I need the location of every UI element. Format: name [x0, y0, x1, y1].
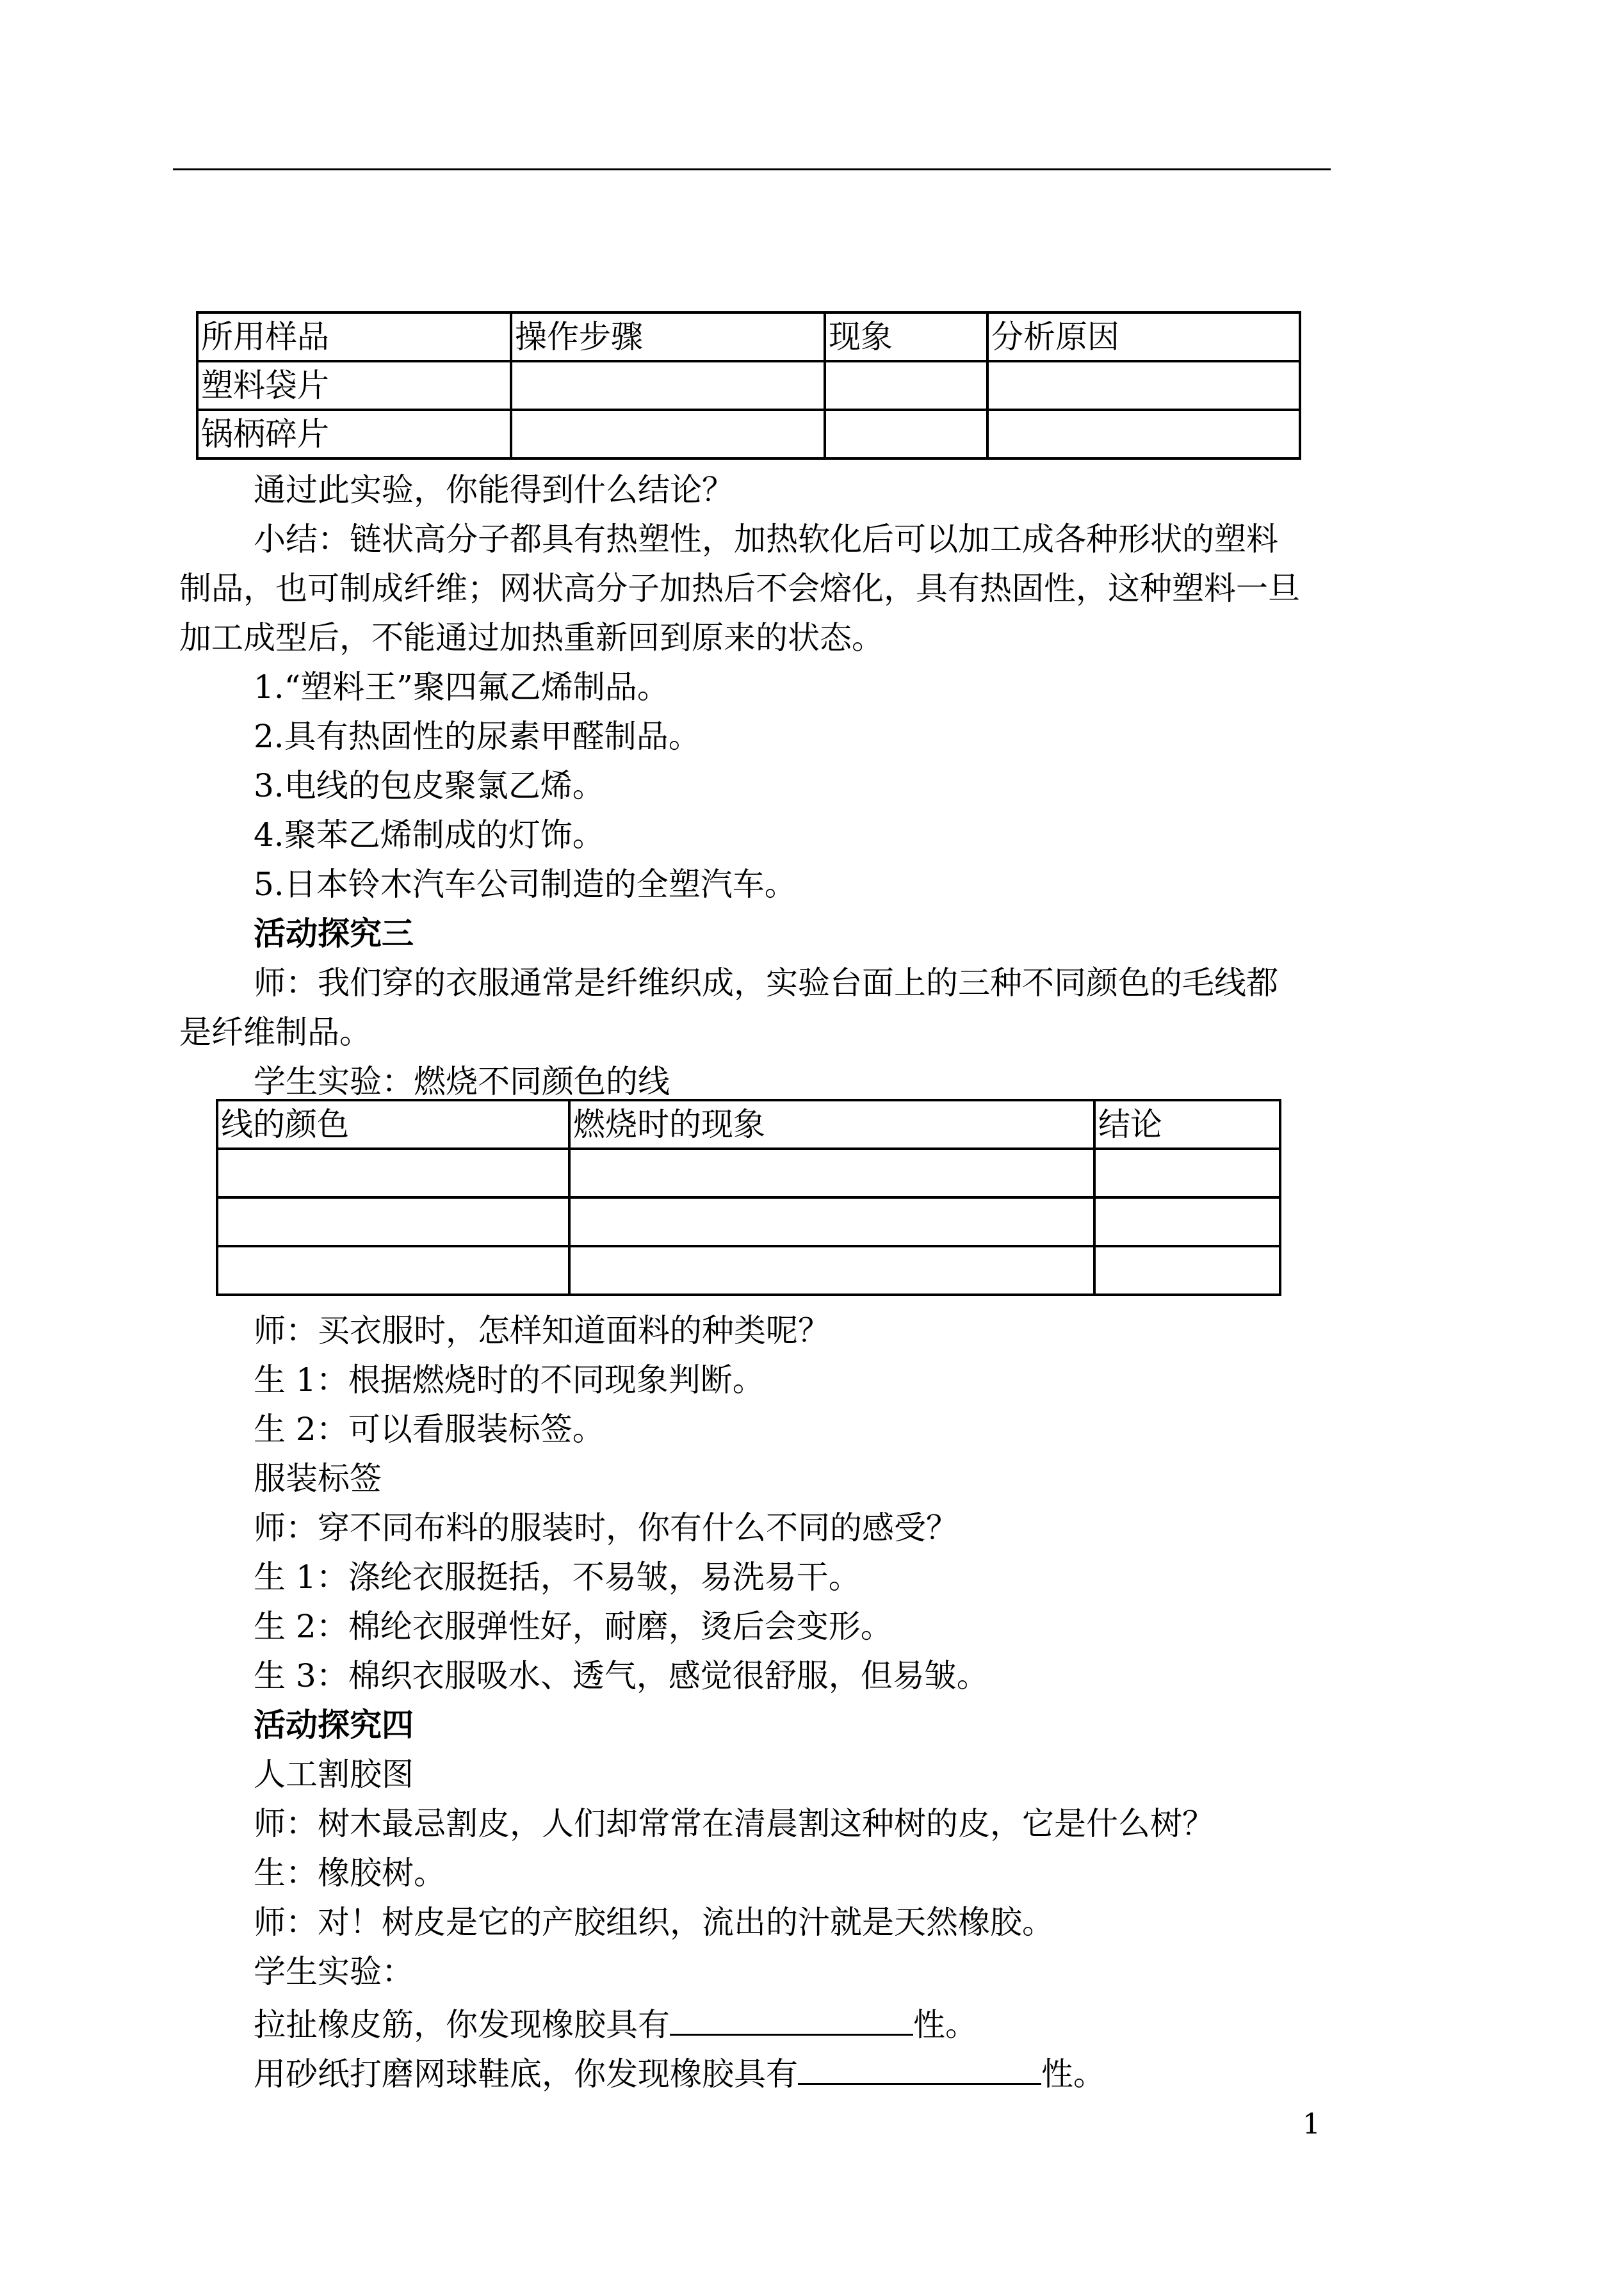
table-header-cell: 线的颜色 — [217, 1100, 569, 1149]
dialogue-line: 师：我们穿的衣服通常是纤维织成，实验台面上的三种不同颜色的毛线都 — [254, 964, 1278, 1002]
fill-prefix: 用砂纸打磨网球鞋底，你发现橡胶具有 — [254, 2056, 798, 2093]
dialogue-line: 师：对！树皮是它的产胶组织，流出的汁就是天然橡胶。 — [254, 1904, 1054, 1941]
dialogue-line: 生 2：棉纶衣服弹性好，耐磨，烫后会变形。 — [254, 1608, 893, 1645]
dialogue-line: 生 3：棉织衣服吸水、透气，感觉很舒服，但易皱。 — [254, 1657, 989, 1694]
table-header-row — [197, 312, 1300, 361]
thread-table — [216, 1099, 1281, 1296]
table-header-cell: 结论 — [1094, 1100, 1280, 1149]
table-row — [197, 361, 1300, 410]
table-row — [197, 410, 1300, 458]
table-cell — [217, 1246, 569, 1295]
table-header-cell: 现象 — [825, 312, 987, 361]
table-header-cell: 分析原因 — [987, 312, 1300, 361]
table-cell — [217, 1197, 569, 1246]
dialogue-line: 师：买衣服时，怎样知道面料的种类呢？ — [254, 1312, 830, 1349]
list-item: 5.日本铃木汽车公司制造的全塑汽车。 — [254, 866, 797, 903]
table-cell — [511, 361, 825, 410]
summary-line: 制品，也可制成纤维；网状高分子加热后不会熔化，具有热固性，这种塑料一旦 — [179, 570, 1300, 607]
dialogue-line: 生 1：涤纶衣服挺括，不易皱，易洗易干。 — [254, 1559, 861, 1596]
experiment-label: 学生实验：燃烧不同颜色的线 — [254, 1063, 670, 1100]
list-item: 1.“塑料王”聚四氟乙烯制品。 — [254, 669, 669, 706]
table-cell — [1094, 1197, 1280, 1246]
header-rule — [173, 168, 1331, 170]
dialogue-line: 是纤维制品。 — [179, 1014, 371, 1051]
table-header-cell: 燃烧时的现象 — [569, 1100, 1094, 1149]
fill-suffix: 性。 — [1041, 2056, 1105, 2093]
answer-blank[interactable] — [798, 2051, 1041, 2085]
summary-line: 加工成型后，不能通过加热重新回到原来的状态。 — [179, 619, 884, 656]
fill-in-line — [254, 2051, 1105, 2093]
table-row — [217, 1246, 1280, 1295]
dialogue-line: 师：穿不同布料的服装时，你有什么不同的感受？ — [254, 1509, 958, 1546]
table-cell — [511, 410, 825, 458]
dialogue-line: 生 1：根据燃烧时的不同现象判断。 — [254, 1361, 765, 1399]
table-cell: 锅柄碎片 — [197, 410, 511, 458]
fill-prefix: 拉扯橡皮筋，你发现橡胶具有 — [254, 2006, 670, 2043]
table-header-cell: 操作步骤 — [511, 312, 825, 361]
figure-label: 人工割胶图 — [254, 1756, 414, 1793]
list-item: 4.聚苯乙烯制成的灯饰。 — [254, 816, 605, 854]
table-cell — [825, 410, 987, 458]
figure-label: 服装标签 — [254, 1460, 382, 1497]
section-heading: 活动探究四 — [254, 1706, 414, 1744]
experiment-label: 学生实验： — [254, 1953, 414, 1990]
table-cell — [569, 1197, 1094, 1246]
table-cell — [569, 1246, 1094, 1295]
table-row — [217, 1149, 1280, 1197]
dialogue-line: 师：树木最忌割皮，人们却常常在清晨割这种树的皮，它是什么树？ — [254, 1805, 1214, 1842]
question-text: 通过此实验，你能得到什么结论？ — [254, 471, 734, 508]
table-cell — [987, 410, 1300, 458]
table-cell — [825, 361, 987, 410]
fill-suffix: 性。 — [913, 2006, 977, 2043]
section-heading: 活动探究三 — [254, 914, 414, 952]
table-header-row — [217, 1100, 1280, 1149]
dialogue-line: 生 2：可以看服装标签。 — [254, 1411, 605, 1448]
dialogue-line: 生：橡胶树。 — [254, 1854, 446, 1892]
fill-in-line — [254, 2002, 977, 2044]
table-cell — [1094, 1149, 1280, 1197]
list-item: 3.电线的包皮聚氯乙烯。 — [254, 767, 605, 804]
page-number: 1 — [1303, 2108, 1320, 2141]
table-header-cell: 所用样品 — [197, 312, 511, 361]
list-item: 2.具有热固性的尿素甲醛制品。 — [254, 718, 701, 755]
table-row — [217, 1197, 1280, 1246]
summary-line: 小结：链状高分子都具有热塑性，加热软化后可以加工成各种形状的塑料 — [254, 521, 1278, 558]
answer-blank[interactable] — [670, 2002, 913, 2036]
table-cell — [1094, 1246, 1280, 1295]
table-cell — [569, 1149, 1094, 1197]
table-cell — [217, 1149, 569, 1197]
table-cell: 塑料袋片 — [197, 361, 511, 410]
table-cell — [987, 361, 1300, 410]
sample-table — [196, 311, 1301, 460]
